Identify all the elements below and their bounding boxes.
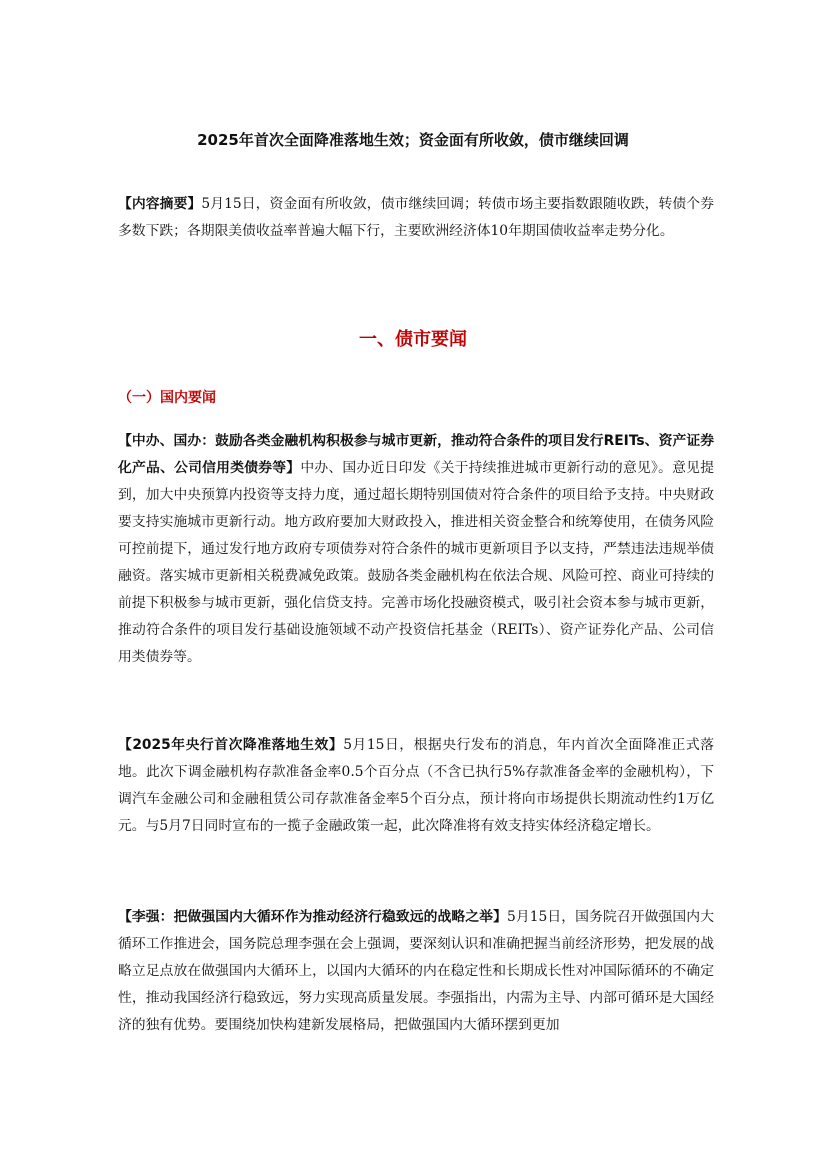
news-item (118, 732, 714, 840)
abstract-text: 5月15日，资金面有所收敛，债市继续回调；转债市场主要指数跟随收跌，转债个券多数下跌；各期限美债收益率普遍大幅下行，主要欧洲经济体10年期国债收益率走势分化。 (118, 196, 714, 239)
news-body: 5月15日，国务院召开做强国内大循环工作推进会，国务院总理李强在会上强调，要深刻认识和准确把握当前经济形势，把发展的战略立足点放在做强国内大循环上，以国内大循环的内在稳定性和长期成长性对冲国际循环的不确定性，推动我国经济行稳致远，努力实现高质量发展。李强指出，内需为主导、内部可循环是大国经济的独有优势。要围绕加快构建新发展格局，把做强国内大循环摆到更加 (118, 909, 714, 1033)
section-title: 一、债市要闻 (359, 329, 467, 350)
news-item (118, 904, 714, 1039)
news-body: 5月15日，根据央行发布的消息，年内首次全面降准正式落地。此次下调金融机构存款准备金率0.5个百分点（不含已执行5%存款准备金率的金融机构），下调汽车金融公司和金融租赁公司存款准备金率5个百分点，预计将向市场提供长期流动性约1万亿元。与5月7日同时宣布的一揽子金融政策一起，此次降准将有效支持实体经济稳定增长。 (118, 737, 714, 834)
abstract-paragraph (118, 191, 714, 245)
news-headline: 【李强：把做强国内大循环作为推动经济行稳致远的战略之举】 (118, 909, 507, 925)
news-item (118, 428, 714, 671)
subsection-title: （一）国内要闻 (118, 390, 216, 406)
news-headline: 【2025年央行首次降准落地生效】 (118, 737, 344, 753)
document-title: 2025年首次全面降准落地生效；资金面有所收敛，债市继续回调 (197, 131, 629, 149)
abstract-label: 【内容摘要】 (118, 196, 202, 212)
news-body: 中办、国办近日印发《关于持续推进城市更新行动的意见》。意见提到，加大中央预算内投资等支持力度，通过超长期特别国债对符合条件的项目给予支持。中央财政要支持实施城市更新行动。地方政府要加大财政投入，推进相关资金整合和统筹使用，在债务风险可控前提下，通过发行地方政府专项债券对符合条件的城市更新项目予以支持，严禁违法违规举债融资。落实城市更新相关税费减免政策。鼓励各类金融机构在依法合规、风险可控、商业可持续的前提下积极参与城市更新，强化信贷支持。完善市场化投融资模式，吸引社会资本参与城市更新，推动符合条件的项目发行基础设施领域不动产投资信托基金（REITs）、资产证券化产品、公司信用类债券等。 (118, 460, 714, 665)
news-headline: 【中办、国办：鼓励各类金融机构积极参与城市更新，推动符合条件的项目发行REITs、资产证券化产品、公司信用类债券等】 (118, 433, 714, 476)
